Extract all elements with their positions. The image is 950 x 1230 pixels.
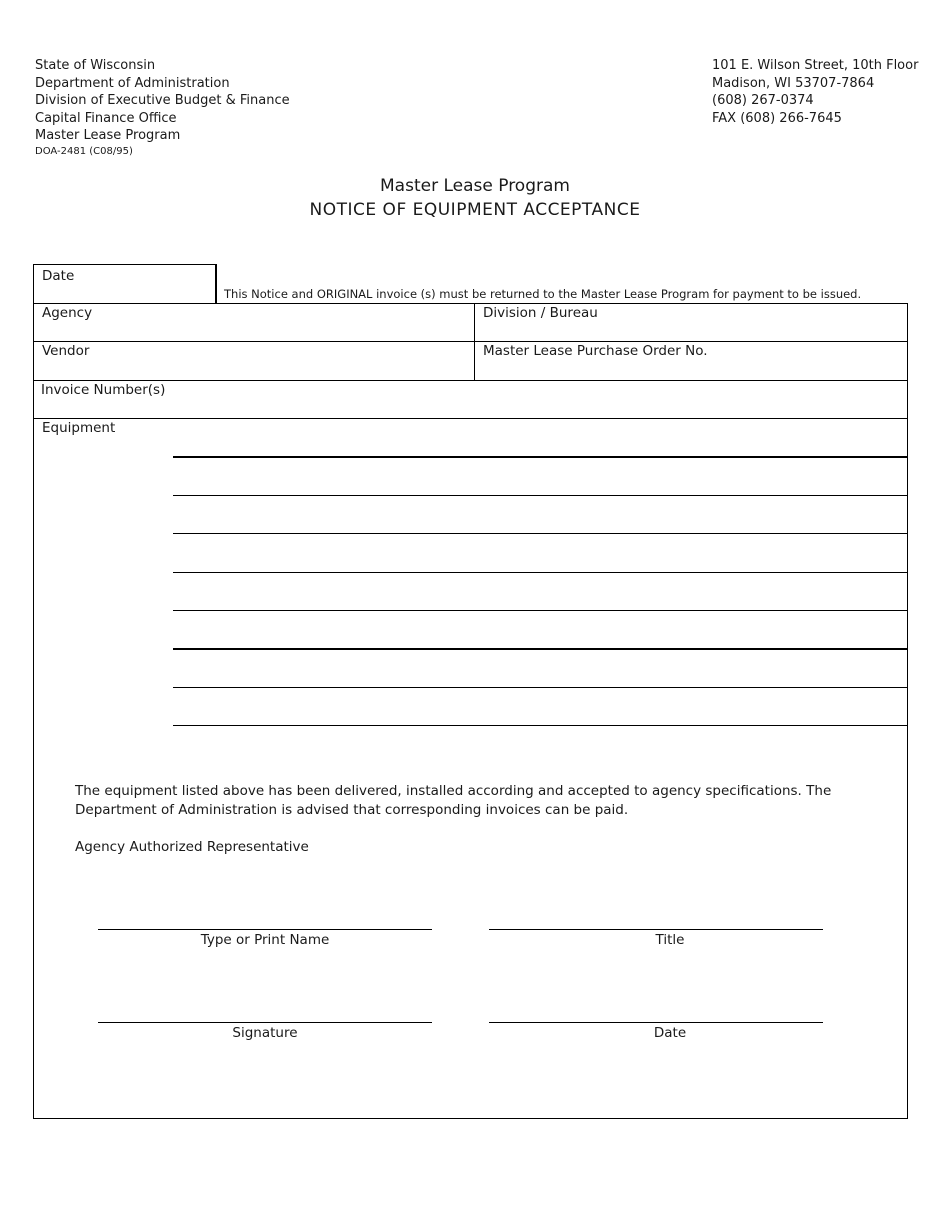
name-line[interactable]: [98, 929, 432, 930]
agency-address-block: [35, 57, 290, 158]
form-title: Master Lease Program: [380, 176, 570, 196]
form-code: DOA-2481 (C08/95): [35, 145, 133, 157]
equipment-line[interactable]: [173, 648, 908, 650]
purchase-order-field[interactable]: [475, 342, 907, 380]
header-right-line: FAX (608) 266-7645: [712, 110, 842, 126]
equipment-line[interactable]: [173, 533, 908, 534]
header-left-line: Master Lease Program: [35, 128, 181, 143]
form-body: [33, 303, 908, 1119]
vendor-field[interactable]: [34, 342, 474, 380]
date-field[interactable]: [33, 264, 217, 304]
header-left-line: Capital Finance Office: [35, 110, 177, 126]
title-label: Title: [655, 932, 685, 948]
equipment-line[interactable]: [173, 725, 908, 726]
equipment-line[interactable]: [173, 572, 908, 573]
header-left-line: Department of Administration: [35, 75, 230, 91]
purchase-order-label: Master Lease Purchase Order No.: [483, 343, 708, 359]
equipment-line[interactable]: [173, 687, 908, 688]
equipment-line[interactable]: [173, 456, 908, 458]
invoice-label: Invoice Number(s): [41, 382, 166, 398]
equipment-line[interactable]: [173, 495, 908, 496]
row-divider: [33, 418, 908, 419]
agency-label: Agency: [42, 305, 93, 321]
signature-date-label: Date: [653, 1025, 687, 1041]
title-line[interactable]: [489, 929, 823, 930]
header-left-line: State of Wisconsin: [35, 58, 156, 73]
division-field[interactable]: [475, 304, 907, 341]
signature-line[interactable]: [98, 1022, 432, 1023]
header-right-line: (608) 267-0374: [712, 93, 814, 108]
name-label: Type or Print Name: [200, 932, 330, 948]
agency-field[interactable]: [34, 304, 474, 341]
header-right-line: Madison, WI 53707-7864: [712, 75, 875, 91]
date-line[interactable]: [489, 1022, 823, 1023]
form-subtitle: NOTICE OF EQUIPMENT ACCEPTANCE: [309, 200, 641, 220]
representative-heading: Agency Authorized Representative: [75, 839, 309, 855]
equipment-line[interactable]: [173, 610, 908, 611]
contact-address-block: [712, 57, 918, 127]
acceptance-statement: The equipment listed above has been delivered, installed according and accepted to agency specifications. The Department of Administration is advised that corresponding invoices can be paid.: [75, 783, 832, 818]
division-label: Division / Bureau: [483, 305, 598, 321]
header-right-line: 101 E. Wilson Street, 10th Floor: [712, 58, 919, 73]
date-label: Date: [42, 268, 75, 284]
vendor-label: Vendor: [42, 343, 90, 359]
equipment-label: Equipment: [42, 420, 116, 436]
signature-label: Signature: [232, 1025, 298, 1041]
column-divider: [474, 303, 475, 380]
header-left-line: Division of Executive Budget & Finance: [35, 93, 290, 108]
invoice-field[interactable]: [34, 381, 907, 418]
return-notice: This Notice and ORIGINAL invoice (s) must be returned to the Master Lease Program for payment to be issued.: [224, 287, 862, 301]
